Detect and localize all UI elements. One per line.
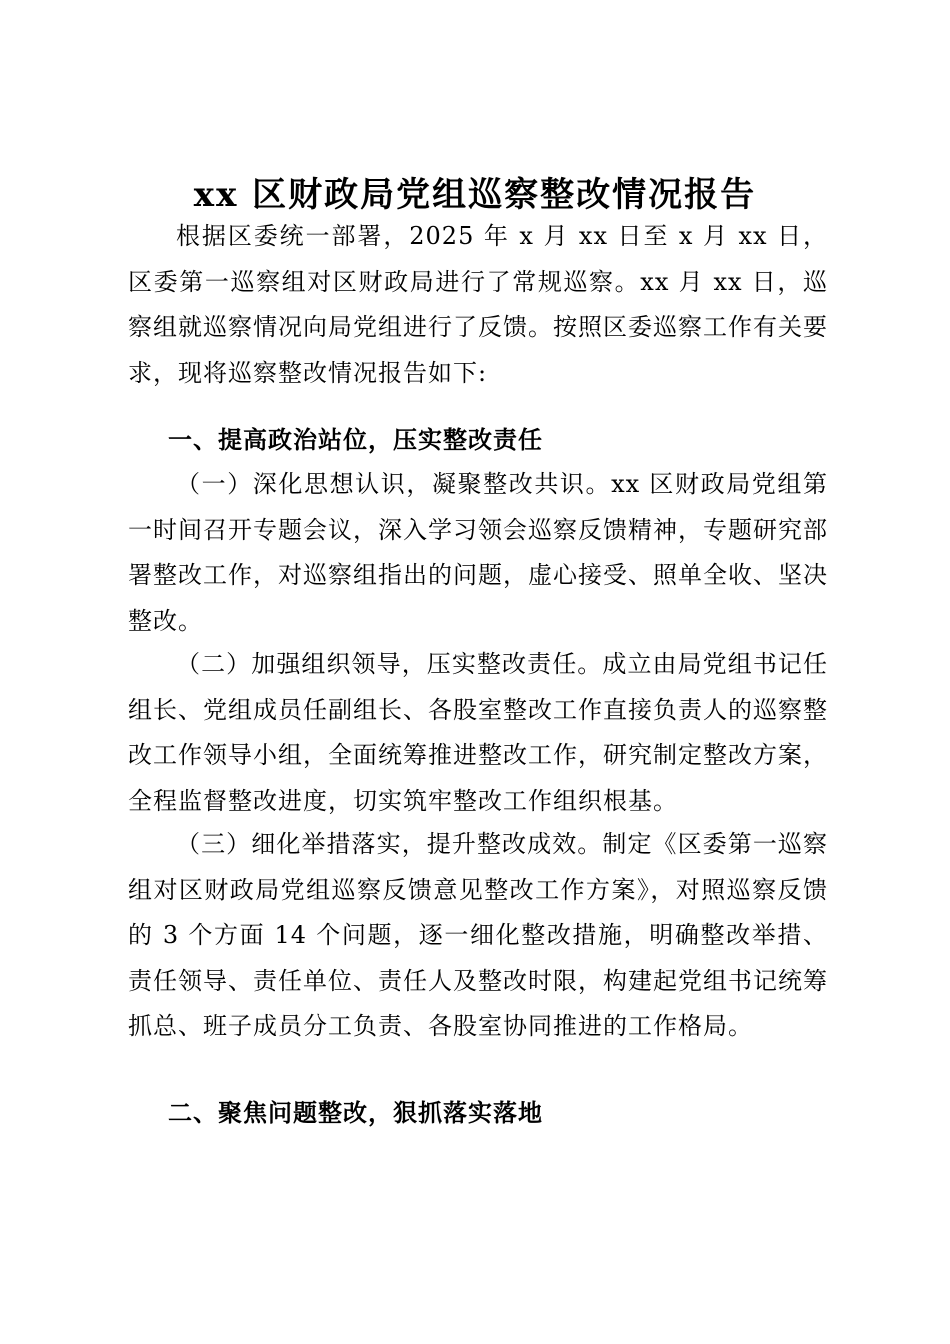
section-1-paragraph-2: （二）加强组织领导，压实整改责任。成立由局党组书记任组长、党组成员任副组长、各股室整改工作直接负责人的巡察整改工作领导小组，全面统筹推进整改工作，研究制定整改方案，全程监督整改进度，切实筑牢整改工作组织根基。 <box>128 650 828 815</box>
section-1-paragraph-1: （一）深化思想认识，凝聚整改共识。xx 区财政局党组第一时间召开专题会议，深入学习领会巡察反馈精神，专题研究部署整改工作，对巡察组指出的问题，虚心接受、照单全收、坚决整改。 <box>128 470 828 635</box>
section-1-heading: 一、提高政治站位，压实整改责任 <box>168 425 543 454</box>
section-2-heading: 二、聚焦问题整改，狠抓落实落地 <box>168 1098 543 1127</box>
intro-paragraph: 根据区委统一部署，2025 年 x 月 xx 日至 x 月 xx 日，区委第一巡察组对区财政局进行了常规巡察。xx 月 xx 日，巡察组就巡察情况向局党组进行了反馈。按照区委巡察工作有关要求，现将巡察整改情况报告如下: <box>128 222 828 387</box>
section-1-paragraph-3: （三）细化举措落实，提升整改成效。制定《区委第一巡察组对区财政局党组巡察反馈意见整改工作方案》，对照巡察反馈的 3 个方面 14 个问题，逐一细化整改措施，明确整改举措、责任领导、责任单位、责任人及整改时限，构建起党组书记统筹抓总、班子成员分工负责、各股室协同推进的工作格局。 <box>128 830 828 1040</box>
document-title: xx 区财政局党组巡察整改情况报告 <box>193 175 757 215</box>
